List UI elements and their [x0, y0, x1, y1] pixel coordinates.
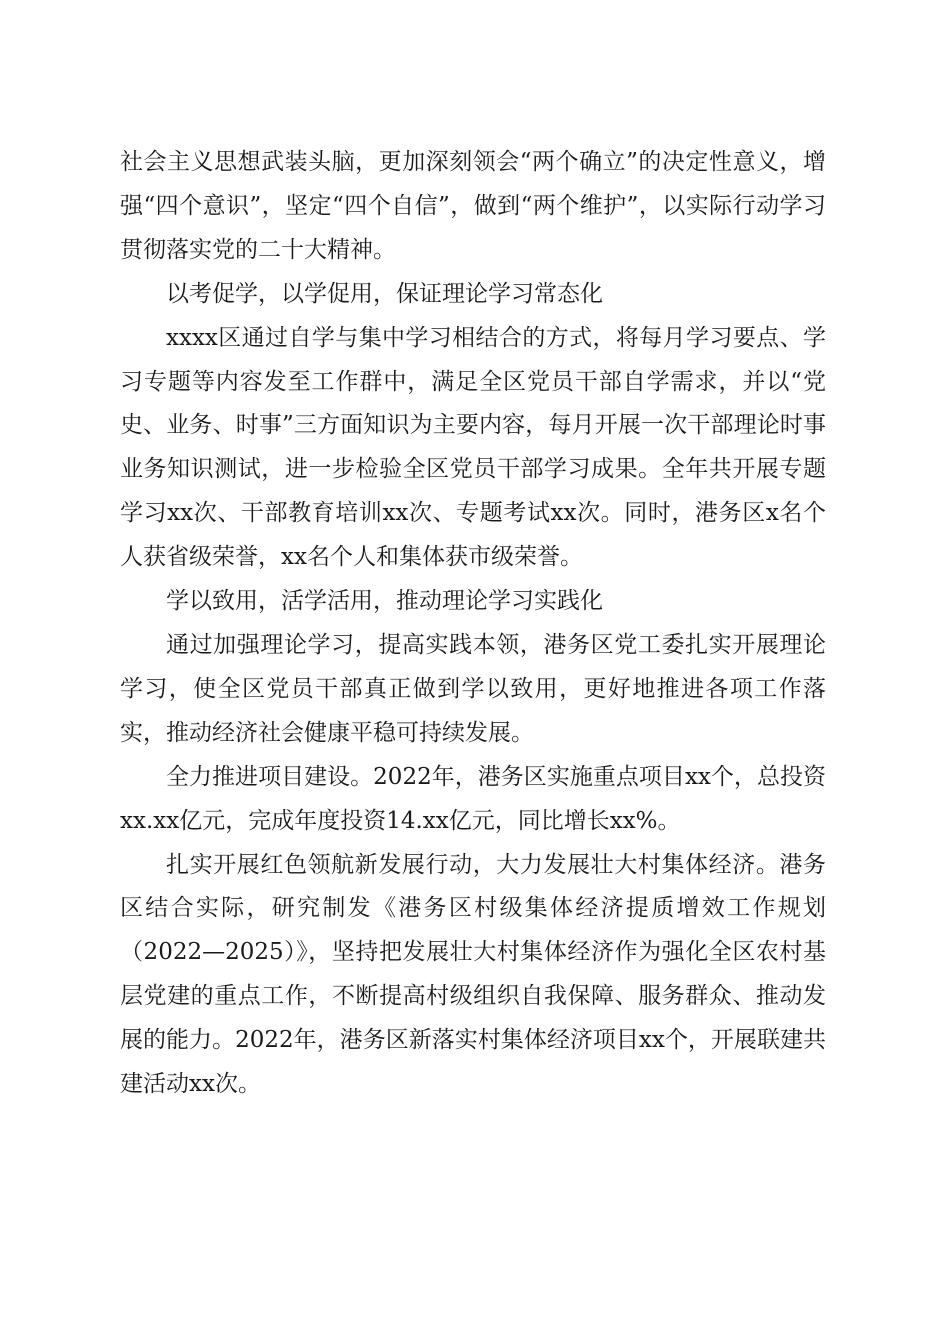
section-heading-exam-promotes-study: 以考促学，以学促用，保证理论学习常态化 [166, 280, 603, 307]
paragraph-continuation: 社会主义思想武装头脑，更加深刻领会“两个确立”的决定性意义，增强“四个意识”，坚定“四个自信”，做到“两个维护”，以实际行动学习贯彻落实党的二十大精神。 [120, 149, 826, 263]
section-heading-apply-learning: 学以致用，活学活用，推动理论学习实践化 [166, 588, 603, 615]
document-body [120, 141, 826, 1107]
paragraph-study-methods: xxxx区通过自学与集中学习相结合的方式，将每月学习要点、学习专题等内容发至工作群中，满足全区党员干部自学需求，并以“党史、业务、时事”三方面知识为主要内容，每月开展一次干部理论时事业务知识测试，进一步检验全区党员干部学习成果。全年共开展专题学习xx次、干部教育培训xx次、专题考试xx次。同时，港务区x名个人获省级荣誉，xx名个人和集体获市级荣誉。 [120, 324, 826, 571]
paragraph-project-construction: 全力推进项目建设。2022年，港务区实施重点项目xx个，总投资xx.xx亿元，完成年度投资14.xx亿元，同比增长xx%。 [120, 763, 826, 834]
paragraph-collective-economy: 扎实开展红色领航新发展行动，大力发展壮大村集体经济。港务区结合实际，研究制发《港务区村级集体经济提质增效工作规划（2022—2025）》，坚持把发展壮大村集体经济作为强化全区农村基层党建的重点工作，不断提高村级组织自我保障、服务群众、推动发展的能力。2022年，港务区新落实村集体经济项目xx个，开展联建共建活动xx次。 [120, 851, 826, 1098]
paragraph-practice-ability: 通过加强理论学习，提高实践本领，港务区党工委扎实开展理论学习，使全区党员干部真正做到学以致用，更好地推进各项工作落实，推动经济社会健康平稳可持续发展。 [120, 631, 826, 746]
